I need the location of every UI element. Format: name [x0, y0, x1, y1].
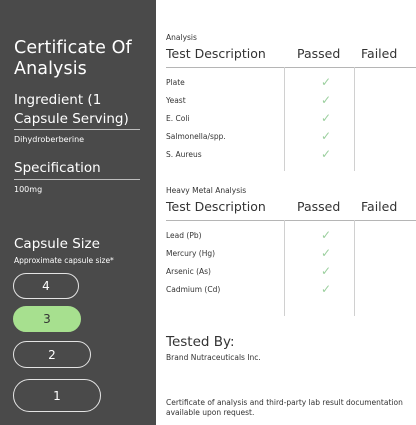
divider: [14, 179, 140, 180]
tested-by-heading: Tested By:: [166, 334, 235, 350]
header-divider: [166, 67, 416, 68]
test-name: Lead (Pb): [166, 231, 202, 240]
table-row: [166, 248, 416, 262]
analysis-section-label: Analysis: [166, 33, 197, 42]
checkmark-icon: ✓: [321, 129, 332, 143]
divider: [14, 129, 140, 130]
checkmark-icon: ✓: [321, 264, 332, 278]
test-name: E. Coli: [166, 114, 190, 123]
header-divider: [166, 220, 416, 221]
checkmark-icon: ✓: [321, 282, 332, 296]
ingredient-value: Dihydroberberine: [14, 135, 85, 144]
header-failed: Failed: [361, 199, 398, 214]
header-failed: Failed: [361, 46, 398, 61]
checkmark-icon: ✓: [321, 93, 332, 107]
checkmark-icon: ✓: [321, 228, 332, 242]
specification-value: 100mg: [14, 185, 43, 194]
test-name: Cadmium (Cd): [166, 285, 221, 294]
heavy-metal-section-label: Heavy Metal Analysis: [166, 186, 247, 195]
results-panel: [156, 0, 416, 425]
test-name: Plate: [166, 78, 185, 87]
capsule-size-2-button[interactable]: 2: [13, 341, 91, 368]
analysis-table-header: [166, 46, 416, 66]
capsule-size-3-button[interactable]: 3: [13, 306, 81, 332]
table-row: [166, 284, 416, 298]
test-name: S. Aureus: [166, 150, 202, 159]
table-row: [166, 95, 416, 109]
test-name: Mercury (Hg): [166, 249, 216, 258]
checkmark-icon: ✓: [321, 75, 332, 89]
page-title: Certificate Of Analysis: [14, 38, 132, 79]
checkmark-icon: ✓: [321, 147, 332, 161]
checkmark-icon: ✓: [321, 246, 332, 260]
tested-by-value: Brand Nutraceuticals Inc.: [166, 353, 261, 362]
capsule-size-1-button[interactable]: 1: [13, 379, 101, 412]
table-row: [166, 266, 416, 280]
capsule-size-label: Capsule Size: [14, 236, 100, 252]
table-row: [166, 77, 416, 91]
footnote: Certificate of analysis and third-party lab result documentation available upon request.: [166, 398, 403, 417]
header-test-description: Test Description: [166, 46, 266, 61]
header-passed: Passed: [297, 199, 341, 214]
ingredient-label: Ingredient (1 Capsule Serving): [14, 92, 129, 127]
checkmark-icon: ✓: [321, 111, 332, 125]
test-name: Salmonella/spp.: [166, 132, 226, 141]
table-row: [166, 149, 416, 163]
heavy-metal-table-header: [166, 199, 416, 219]
sidebar: [0, 0, 156, 425]
table-row: [166, 113, 416, 127]
specification-label: Specification: [14, 160, 101, 176]
header-test-description: Test Description: [166, 199, 266, 214]
test-name: Yeast: [166, 96, 186, 105]
header-passed: Passed: [297, 46, 341, 61]
capsule-size-subtitle: Approximate capsule size*: [14, 256, 114, 265]
test-name: Arsenic (As): [166, 267, 211, 276]
capsule-size-4-button[interactable]: 4: [13, 273, 79, 299]
table-row: [166, 230, 416, 244]
table-row: [166, 131, 416, 145]
